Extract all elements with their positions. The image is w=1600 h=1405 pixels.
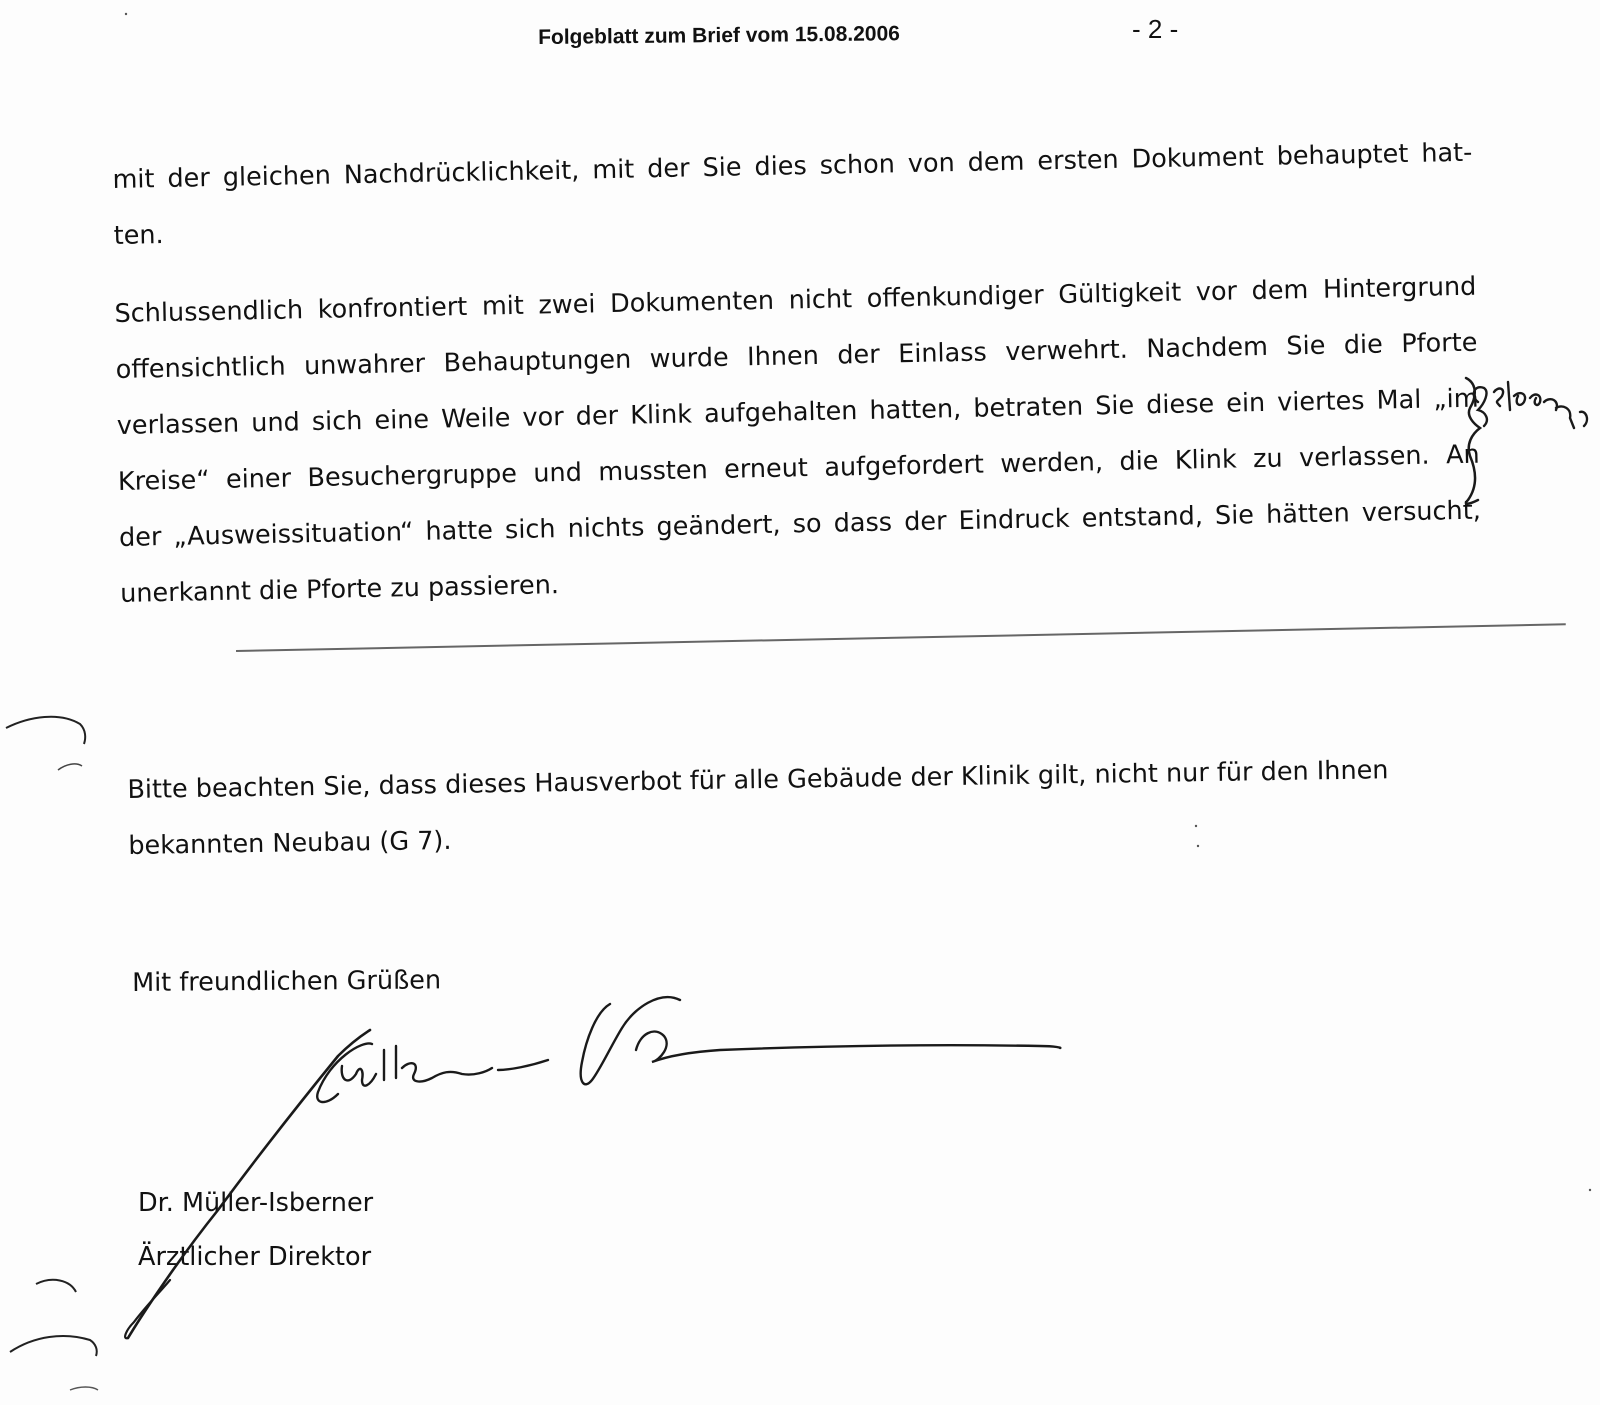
speck [1589, 1189, 1591, 1191]
text-line: verlassen und sich eine Weile vor der Klink aufgehalten hatten, betraten Sie diese ein viertes Mal „im [116, 383, 1479, 441]
text-line: Bitte beachten Sie, dass dieses Hausverbot für alle Gebäude der Klinik gilt, nicht nur für den Ihnen [127, 755, 1389, 805]
text-line: der „Ausweissituation“ hatte sich nichts geändert, so dass der Eindruck entstand, Sie hätten versucht, [118, 495, 1482, 553]
text-line: bekannten Neubau (G 7). [128, 825, 452, 861]
punch-mark-icon [36, 1280, 76, 1292]
signature-flourish-icon [581, 997, 1061, 1084]
punch-mark-icon [6, 717, 85, 744]
paragraph-notice [127, 741, 1439, 874]
page-header-title: Folgeblatt zum Brief vom 15.08.2006 [538, 22, 901, 49]
signer-block [138, 1176, 373, 1284]
text-line: Schlussendlich konfrontiert mit zwei Dokumenten nicht offenkundiger Gültigkeit vor dem Hintergrund [114, 271, 1477, 329]
signer-name: Dr. Müller-Isberner [138, 1188, 374, 1218]
closing-greeting: Mit freundlichen Grüßen [132, 965, 442, 998]
text-line: Kreise“ einer Besuchergruppe und mussten erneut aufgefordert werden, die Klink zu verlassen. An [117, 439, 1480, 497]
punch-mark-icon [10, 1336, 97, 1356]
text-line: offensichtlich unwahrer Behauptungen wurde Ihnen der Einlass verwehrt. Nachdem Sie die Pforte [115, 327, 1478, 385]
text-line: mit der gleichen Nachdrücklichkeit, mit der Sie dies schon von dem ersten Dokument behauptet hat- [112, 137, 1473, 195]
margin-note-scribble-icon [1474, 382, 1587, 428]
punch-mark-icon [58, 764, 82, 770]
text-line: ten. [113, 219, 164, 251]
paragraph-continuation [112, 125, 1474, 264]
page-number: - 2 - [1132, 14, 1179, 44]
speck [125, 13, 127, 15]
signature-scribble-icon [317, 1043, 548, 1102]
paragraph-incident [114, 259, 1482, 622]
signature-loop [125, 1280, 170, 1338]
punch-mark-icon [70, 1387, 98, 1390]
text-line: unerkannt die Pforte zu passieren. [119, 570, 560, 609]
signer-role: Ärztlicher Direktor [138, 1242, 372, 1272]
separator-line [236, 623, 1566, 652]
